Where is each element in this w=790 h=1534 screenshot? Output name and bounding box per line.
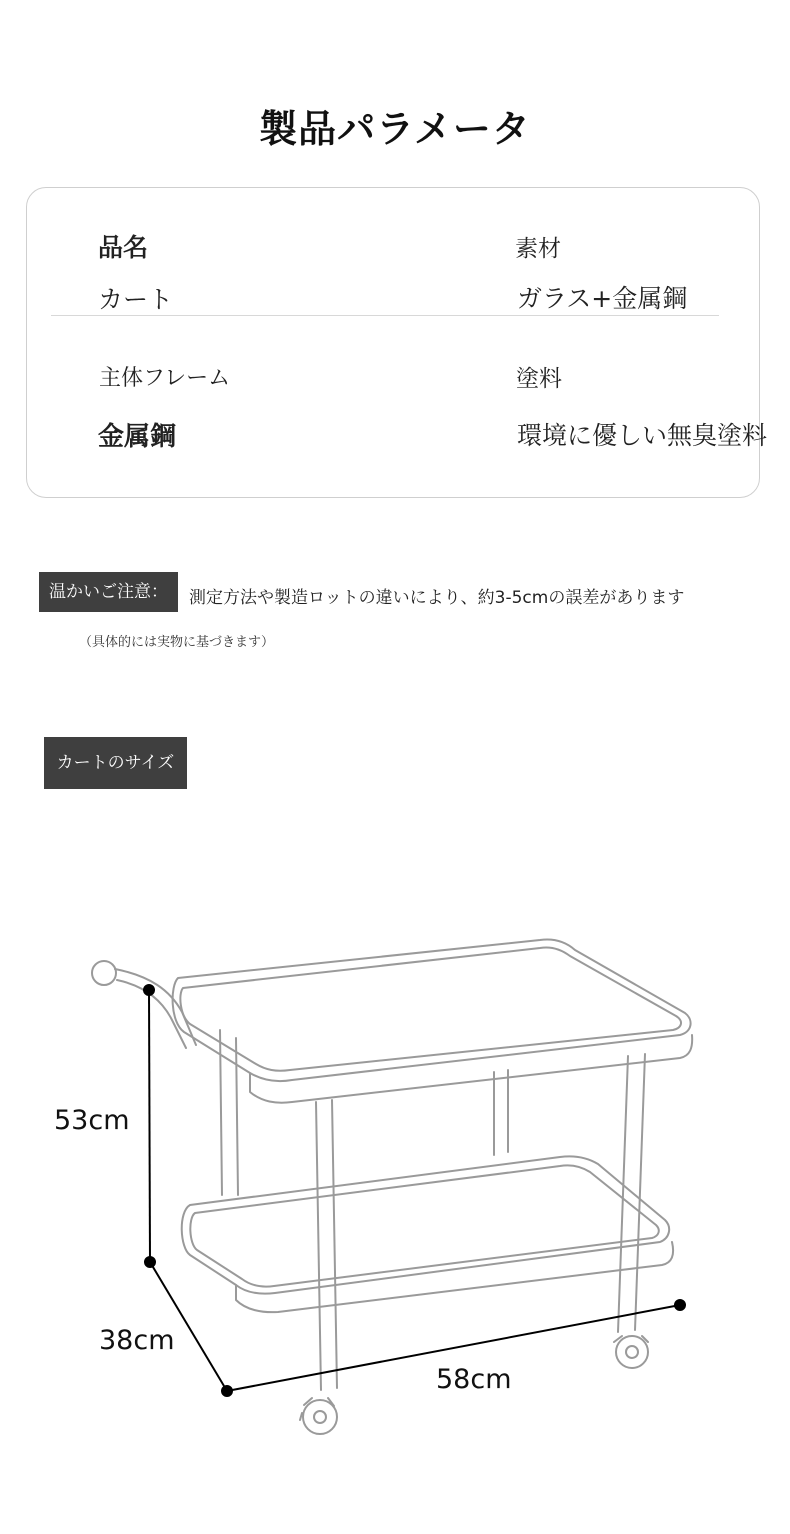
- handle-knob: [92, 961, 116, 985]
- paint-value: 環境に優しい無臭塗料: [517, 421, 768, 450]
- paint-label: 塗料: [516, 366, 562, 392]
- leg-back-right: [494, 1070, 508, 1155]
- wheel-front-left: [303, 1400, 337, 1434]
- handle-bar: [115, 969, 196, 1045]
- cart-dimension-diagram: [0, 920, 790, 1460]
- card-divider: [51, 315, 719, 316]
- product-name-value: カート: [98, 285, 174, 314]
- top-tray-inner: [180, 947, 681, 1070]
- notice-text: 測定方法や製造ロットの違いにより、約3-5cmの誤差があります: [189, 588, 685, 608]
- height-dimension-line: [149, 990, 150, 1262]
- material-value: ガラス+金属鋼: [517, 284, 688, 313]
- product-name-label: 品名: [98, 233, 149, 262]
- leg-front-left: [316, 1100, 337, 1390]
- size-section-tag: カートのサイズ: [44, 737, 187, 789]
- notice-subtext: （具体的には実物に基づきます）: [79, 635, 275, 650]
- width-dimension-dot: [675, 1300, 685, 1310]
- notice-tag: 温かいご注意：: [39, 572, 178, 612]
- cart-illustration: [0, 920, 790, 1460]
- material-label: 素材: [515, 236, 561, 262]
- wheel-front-right: [616, 1336, 648, 1368]
- depth-dimension-label: 38cm: [99, 1325, 175, 1356]
- frame-label: 主体フレーム: [99, 366, 231, 391]
- bottom-shelf-inner: [190, 1165, 658, 1286]
- frame-value: 金属鋼: [98, 422, 177, 452]
- bottom-shelf-rim: [236, 1242, 673, 1312]
- height-dimension-label: 53cm: [54, 1105, 130, 1136]
- page-title: 製品パラメータ: [259, 107, 531, 151]
- width-dimension-label: 58cm: [436, 1364, 512, 1395]
- parameter-card: [26, 187, 768, 498]
- height-dimension-dot-top: [144, 985, 154, 995]
- leg-back-left: [220, 1030, 238, 1195]
